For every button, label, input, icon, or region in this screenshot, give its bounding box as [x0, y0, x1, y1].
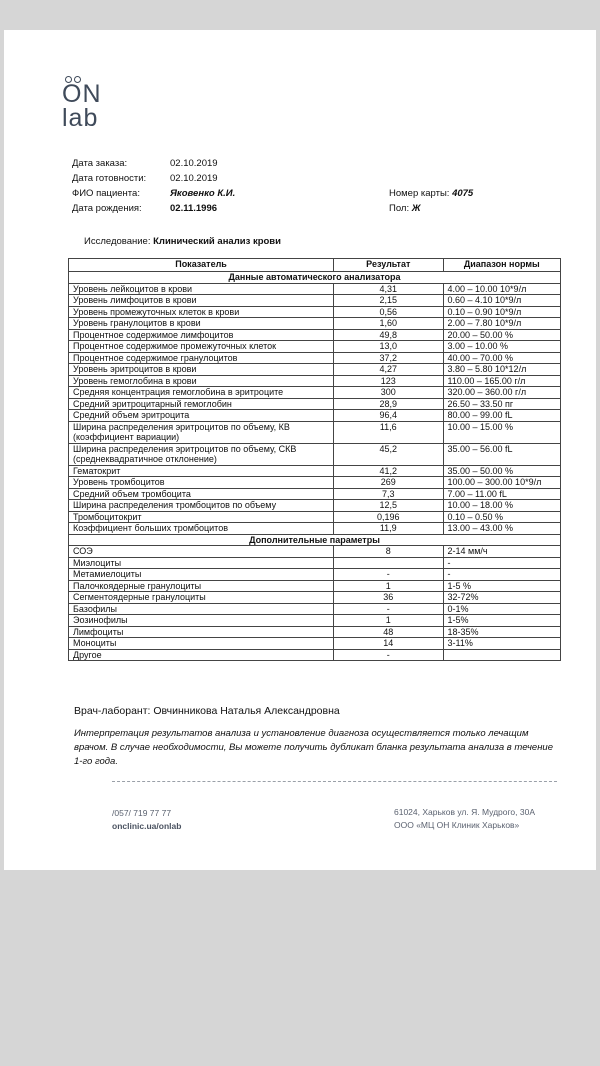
result-cell: 300: [334, 387, 443, 399]
indicator-cell: Уровень лимфоцитов в крови: [69, 295, 334, 307]
table-row: [69, 626, 561, 638]
result-cell: -: [334, 649, 443, 661]
meta-ready-date: [72, 171, 235, 186]
doctor-line: [74, 705, 340, 717]
range-cell: 0-1%: [443, 603, 561, 615]
result-cell: 11,9: [334, 523, 443, 535]
table-header-row: [69, 259, 561, 272]
table-row: [69, 341, 561, 353]
result-cell: -: [334, 603, 443, 615]
range-cell: 20.00 – 50.00 %: [443, 329, 561, 341]
range-cell: 7.00 – 11.00 fL: [443, 488, 561, 500]
table-row: [69, 580, 561, 592]
study-label: Исследование:: [84, 236, 151, 247]
table-row: [69, 477, 561, 489]
header-result: Результат: [334, 259, 443, 272]
footer-address: 61024, Харьков ул. Я. Мудрого, 30А: [394, 807, 535, 817]
table-row: [69, 546, 561, 558]
range-cell: 0.60 – 4.10 10*9/л: [443, 295, 561, 307]
table-row: [69, 615, 561, 627]
table-row: [69, 283, 561, 295]
result-cell: 4,27: [334, 364, 443, 376]
table-row: [69, 318, 561, 330]
result-cell: 0,196: [334, 511, 443, 523]
disclaimer-note: Интерпретация результатов анализа и установление диагноза осуществляется только лечащим врачом. В случае необходимости, Вы можете получить дубликат бланка результата анализа в течение 1-го года.: [74, 728, 554, 767]
logo-line1: ON: [62, 80, 102, 108]
range-cell: [443, 649, 561, 661]
table-row: [69, 410, 561, 422]
onlab-logo: [62, 70, 112, 140]
result-cell: 48: [334, 626, 443, 638]
indicator-cell: Средний эритроцитарный гемоглобин: [69, 398, 334, 410]
result-cell: [334, 557, 443, 569]
logo-line2: lab: [62, 104, 99, 132]
meta-label: Дата готовности:: [72, 173, 147, 184]
range-cell: 35.00 – 56.00 fL: [443, 443, 561, 465]
indicator-cell: Моноциты: [69, 638, 334, 650]
range-cell: 1-5 %: [443, 580, 561, 592]
table-row: [69, 375, 561, 387]
doctor-name: Овчинникова Наталья Александровна: [153, 705, 340, 717]
range-cell: 3.80 – 5.80 10*12/л: [443, 364, 561, 376]
section-header-row: [69, 534, 561, 546]
range-cell: 18-35%: [443, 626, 561, 638]
range-cell: 0.10 – 0.90 10*9/л: [443, 306, 561, 318]
range-cell: 2.00 – 7.80 10*9/л: [443, 318, 561, 330]
indicator-cell: Палочкоядерные гранулоциты: [69, 580, 334, 592]
table-row: [69, 465, 561, 477]
meta-value: 4075: [452, 188, 474, 199]
range-cell: -: [443, 557, 561, 569]
range-cell: 32-72%: [443, 592, 561, 604]
table-row: [69, 638, 561, 650]
indicator-cell: Ширина распределения тромбоцитов по объему: [69, 500, 334, 512]
result-cell: 37,2: [334, 352, 443, 364]
indicator-cell: Коэффициент больших тромбоцитов: [69, 523, 334, 535]
range-cell: 10.00 – 18.00 %: [443, 500, 561, 512]
range-cell: 26.50 – 33.50 пг: [443, 398, 561, 410]
table-row: [69, 398, 561, 410]
section-title: Дополнительные параметры: [69, 534, 561, 546]
table-row: [69, 603, 561, 615]
table-row: [69, 352, 561, 364]
meta-value: 02.10.2019: [170, 173, 218, 184]
meta-value: 02.11.1996: [170, 203, 218, 214]
range-cell: 13.00 – 43.00 %: [443, 523, 561, 535]
indicator-cell: СОЭ: [69, 546, 334, 558]
table-row: [69, 443, 561, 465]
meta-label: Дата заказа:: [72, 158, 128, 169]
indicator-cell: Тромбоцитокрит: [69, 511, 334, 523]
result-cell: 1: [334, 580, 443, 592]
patient-meta-right: [389, 186, 473, 216]
result-cell: 11,6: [334, 421, 443, 443]
table-row: [69, 592, 561, 604]
table-row: [69, 511, 561, 523]
footer-phone: /057/ 719 77 77: [112, 808, 172, 818]
indicator-cell: Ширина распределения эритроцитов по объему, КВ (коэффициент вариации): [69, 421, 334, 443]
table-row: [69, 523, 561, 535]
range-cell: 4.00 – 10.00 10*9/л: [443, 283, 561, 295]
header-indicator: Показатель: [69, 259, 334, 272]
indicator-cell: Уровень тромбоцитов: [69, 477, 334, 489]
table-row: [69, 569, 561, 581]
result-cell: -: [334, 569, 443, 581]
result-cell: 36: [334, 592, 443, 604]
table-row: [69, 387, 561, 399]
result-cell: 269: [334, 477, 443, 489]
study-title: [84, 236, 281, 247]
indicator-cell: Лимфоциты: [69, 626, 334, 638]
meta-card-number: [389, 186, 473, 201]
footer-divider: [112, 781, 557, 782]
meta-value: Яковенко К.И.: [170, 188, 236, 199]
table-row: [69, 500, 561, 512]
result-cell: 7,3: [334, 488, 443, 500]
table-row: [69, 364, 561, 376]
range-cell: 1-5%: [443, 615, 561, 627]
indicator-cell: Процентное содержимое промежуточных клеток: [69, 341, 334, 353]
meta-value: 02.10.2019: [170, 158, 218, 169]
result-cell: 8: [334, 546, 443, 558]
header-range: Диапазон нормы: [443, 259, 561, 272]
indicator-cell: Процентное содержимое лимфоцитов: [69, 329, 334, 341]
section-title: Данные автоматического анализатора: [69, 272, 561, 284]
indicator-cell: Уровень гранулоцитов в крови: [69, 318, 334, 330]
range-cell: 0.10 – 0.50 %: [443, 511, 561, 523]
table-row: [69, 557, 561, 569]
result-cell: 4,31: [334, 283, 443, 295]
range-cell: 100.00 – 300.00 10*9/л: [443, 477, 561, 489]
result-cell: 41,2: [334, 465, 443, 477]
indicator-cell: Базофилы: [69, 603, 334, 615]
range-cell: 10.00 – 15.00 %: [443, 421, 561, 443]
results-body: [69, 272, 561, 661]
table-row: [69, 295, 561, 307]
indicator-cell: Миэлоциты: [69, 557, 334, 569]
result-cell: 1,60: [334, 318, 443, 330]
result-cell: 13,0: [334, 341, 443, 353]
result-cell: 96,4: [334, 410, 443, 422]
indicator-cell: Процентное содержимое гранулоцитов: [69, 352, 334, 364]
result-cell: 49,8: [334, 329, 443, 341]
meta-label: Дата рождения:: [72, 203, 142, 214]
result-cell: 123: [334, 375, 443, 387]
indicator-cell: Средний объем тромбоцита: [69, 488, 334, 500]
indicator-cell: Уровень лейкоцитов в крови: [69, 283, 334, 295]
patient-meta-left: [72, 156, 235, 216]
report-sheet: [4, 30, 596, 870]
indicator-cell: Уровень промежуточных клеток в крови: [69, 306, 334, 318]
range-cell: 40.00 – 70.00 %: [443, 352, 561, 364]
study-value: Клинический анализ крови: [153, 236, 281, 247]
footer-address-block: [394, 806, 535, 832]
range-cell: 110.00 – 165.00 г/л: [443, 375, 561, 387]
result-cell: 1: [334, 615, 443, 627]
result-cell: 45,2: [334, 443, 443, 465]
meta-birth-date: [72, 201, 235, 216]
result-cell: 14: [334, 638, 443, 650]
result-cell: 12,5: [334, 500, 443, 512]
indicator-cell: Средняя концентрация гемоглобина в эритроците: [69, 387, 334, 399]
indicator-cell: Ширина распределения эритроцитов по объему, СКВ (среднеквадратичное отклонение): [69, 443, 334, 465]
result-cell: 0,56: [334, 306, 443, 318]
table-row: [69, 488, 561, 500]
indicator-cell: Уровень эритроцитов в крови: [69, 364, 334, 376]
table-row: [69, 421, 561, 443]
section-header-row: [69, 272, 561, 284]
range-cell: -: [443, 569, 561, 581]
indicator-cell: Сегментоядерные гранулоциты: [69, 592, 334, 604]
doctor-label: Врач-лаборант:: [74, 705, 151, 717]
range-cell: 3-11%: [443, 638, 561, 650]
table-row: [69, 649, 561, 661]
footer-contacts: [112, 807, 181, 833]
footer-company: ООО «МЦ ОН Клиник Харьков»: [394, 820, 520, 830]
range-cell: 80.00 – 99.00 fL: [443, 410, 561, 422]
range-cell: 320.00 – 360.00 г/л: [443, 387, 561, 399]
meta-sex: [389, 201, 473, 216]
indicator-cell: Эозинофилы: [69, 615, 334, 627]
range-cell: 2-14 мм/ч: [443, 546, 561, 558]
range-cell: 35.00 – 50.00 %: [443, 465, 561, 477]
range-cell: 3.00 – 10.00 %: [443, 341, 561, 353]
result-cell: 28,9: [334, 398, 443, 410]
indicator-cell: Другое: [69, 649, 334, 661]
indicator-cell: Уровень гемоглобина в крови: [69, 375, 334, 387]
meta-value: Ж: [411, 203, 421, 214]
results-table: [68, 258, 561, 661]
indicator-cell: Средний объем эритроцита: [69, 410, 334, 422]
meta-label: ФИО пациента:: [72, 188, 140, 199]
meta-label: Номер карты:: [389, 188, 450, 199]
meta-order-date: [72, 156, 235, 171]
meta-label: Пол:: [389, 203, 410, 214]
table-row: [69, 329, 561, 341]
result-cell: 2,15: [334, 295, 443, 307]
meta-patient-name: [72, 186, 235, 201]
table-row: [69, 306, 561, 318]
indicator-cell: Гематокрит: [69, 465, 334, 477]
footer-site-link[interactable]: onclinic.ua/onlab: [112, 821, 182, 831]
indicator-cell: Метамиелоциты: [69, 569, 334, 581]
